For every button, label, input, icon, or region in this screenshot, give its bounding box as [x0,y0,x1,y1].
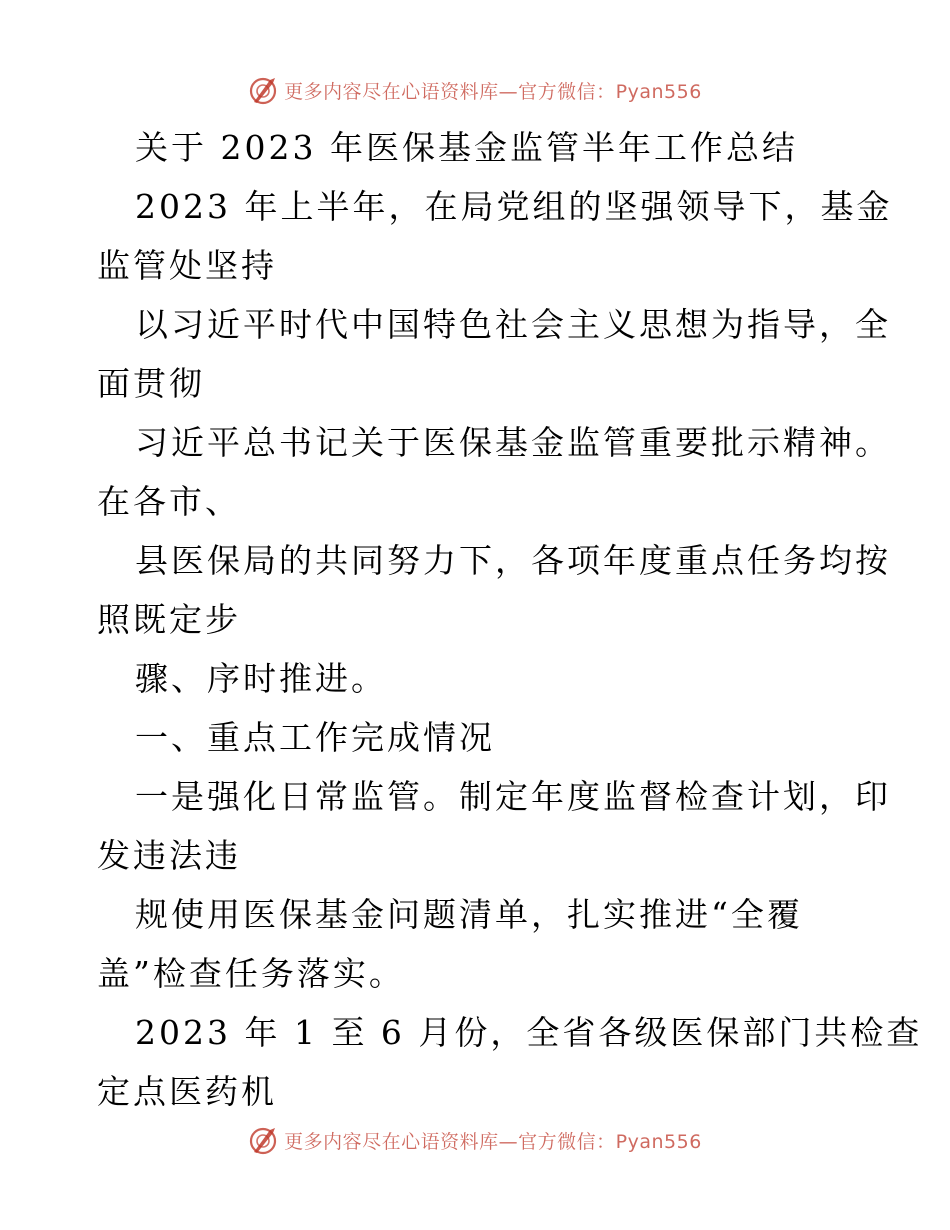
text-line: 一、重点工作完成情况 [135,718,495,757]
document-body [97,118,923,1121]
text-line: 定点医药机 [97,1072,277,1111]
text-line: 2023 年上半年，在局党组的坚强领导下，基金 [135,187,893,226]
text-line: 发违法违 [97,836,241,875]
text-line: 在各市、 [97,482,241,521]
watermark-text: 更多内容尽在心语资料库—官方微信：Pyan556 [284,80,702,103]
header-watermark [0,70,950,110]
text-line: 照既定步 [97,600,241,639]
text-line: 骤、序时推进。 [135,659,387,698]
quill-logo-icon [248,1124,280,1156]
text-line: 监管处坚持 [97,246,277,285]
text-line: 一是强化日常监管。制定年度监督检查计划，印 [135,777,891,816]
footer-watermark [0,1120,950,1160]
text-line: 习近平总书记关于医保基金监管重要批示精神。 [135,423,891,462]
text-line: 以习近平时代中国特色社会主义思想为指导，全 [135,305,891,344]
text-line: 规使用医保基金问题清单，扎实推进“全覆 [135,895,803,934]
text-line: 面贯彻 [97,364,205,403]
text-line: 2023 年 1 至 6 月份，全省各级医保部门共检查 [135,1013,923,1052]
quill-logo-icon [248,74,280,106]
watermark-text: 更多内容尽在心语资料库—官方微信：Pyan556 [284,1130,702,1153]
text-line: 县医保局的共同努力下，各项年度重点任务均按 [135,541,891,580]
text-line: 盖”检查任务落实。 [97,954,405,993]
text-line: 关于 2023 年医保基金监管半年工作总结 [135,128,798,167]
